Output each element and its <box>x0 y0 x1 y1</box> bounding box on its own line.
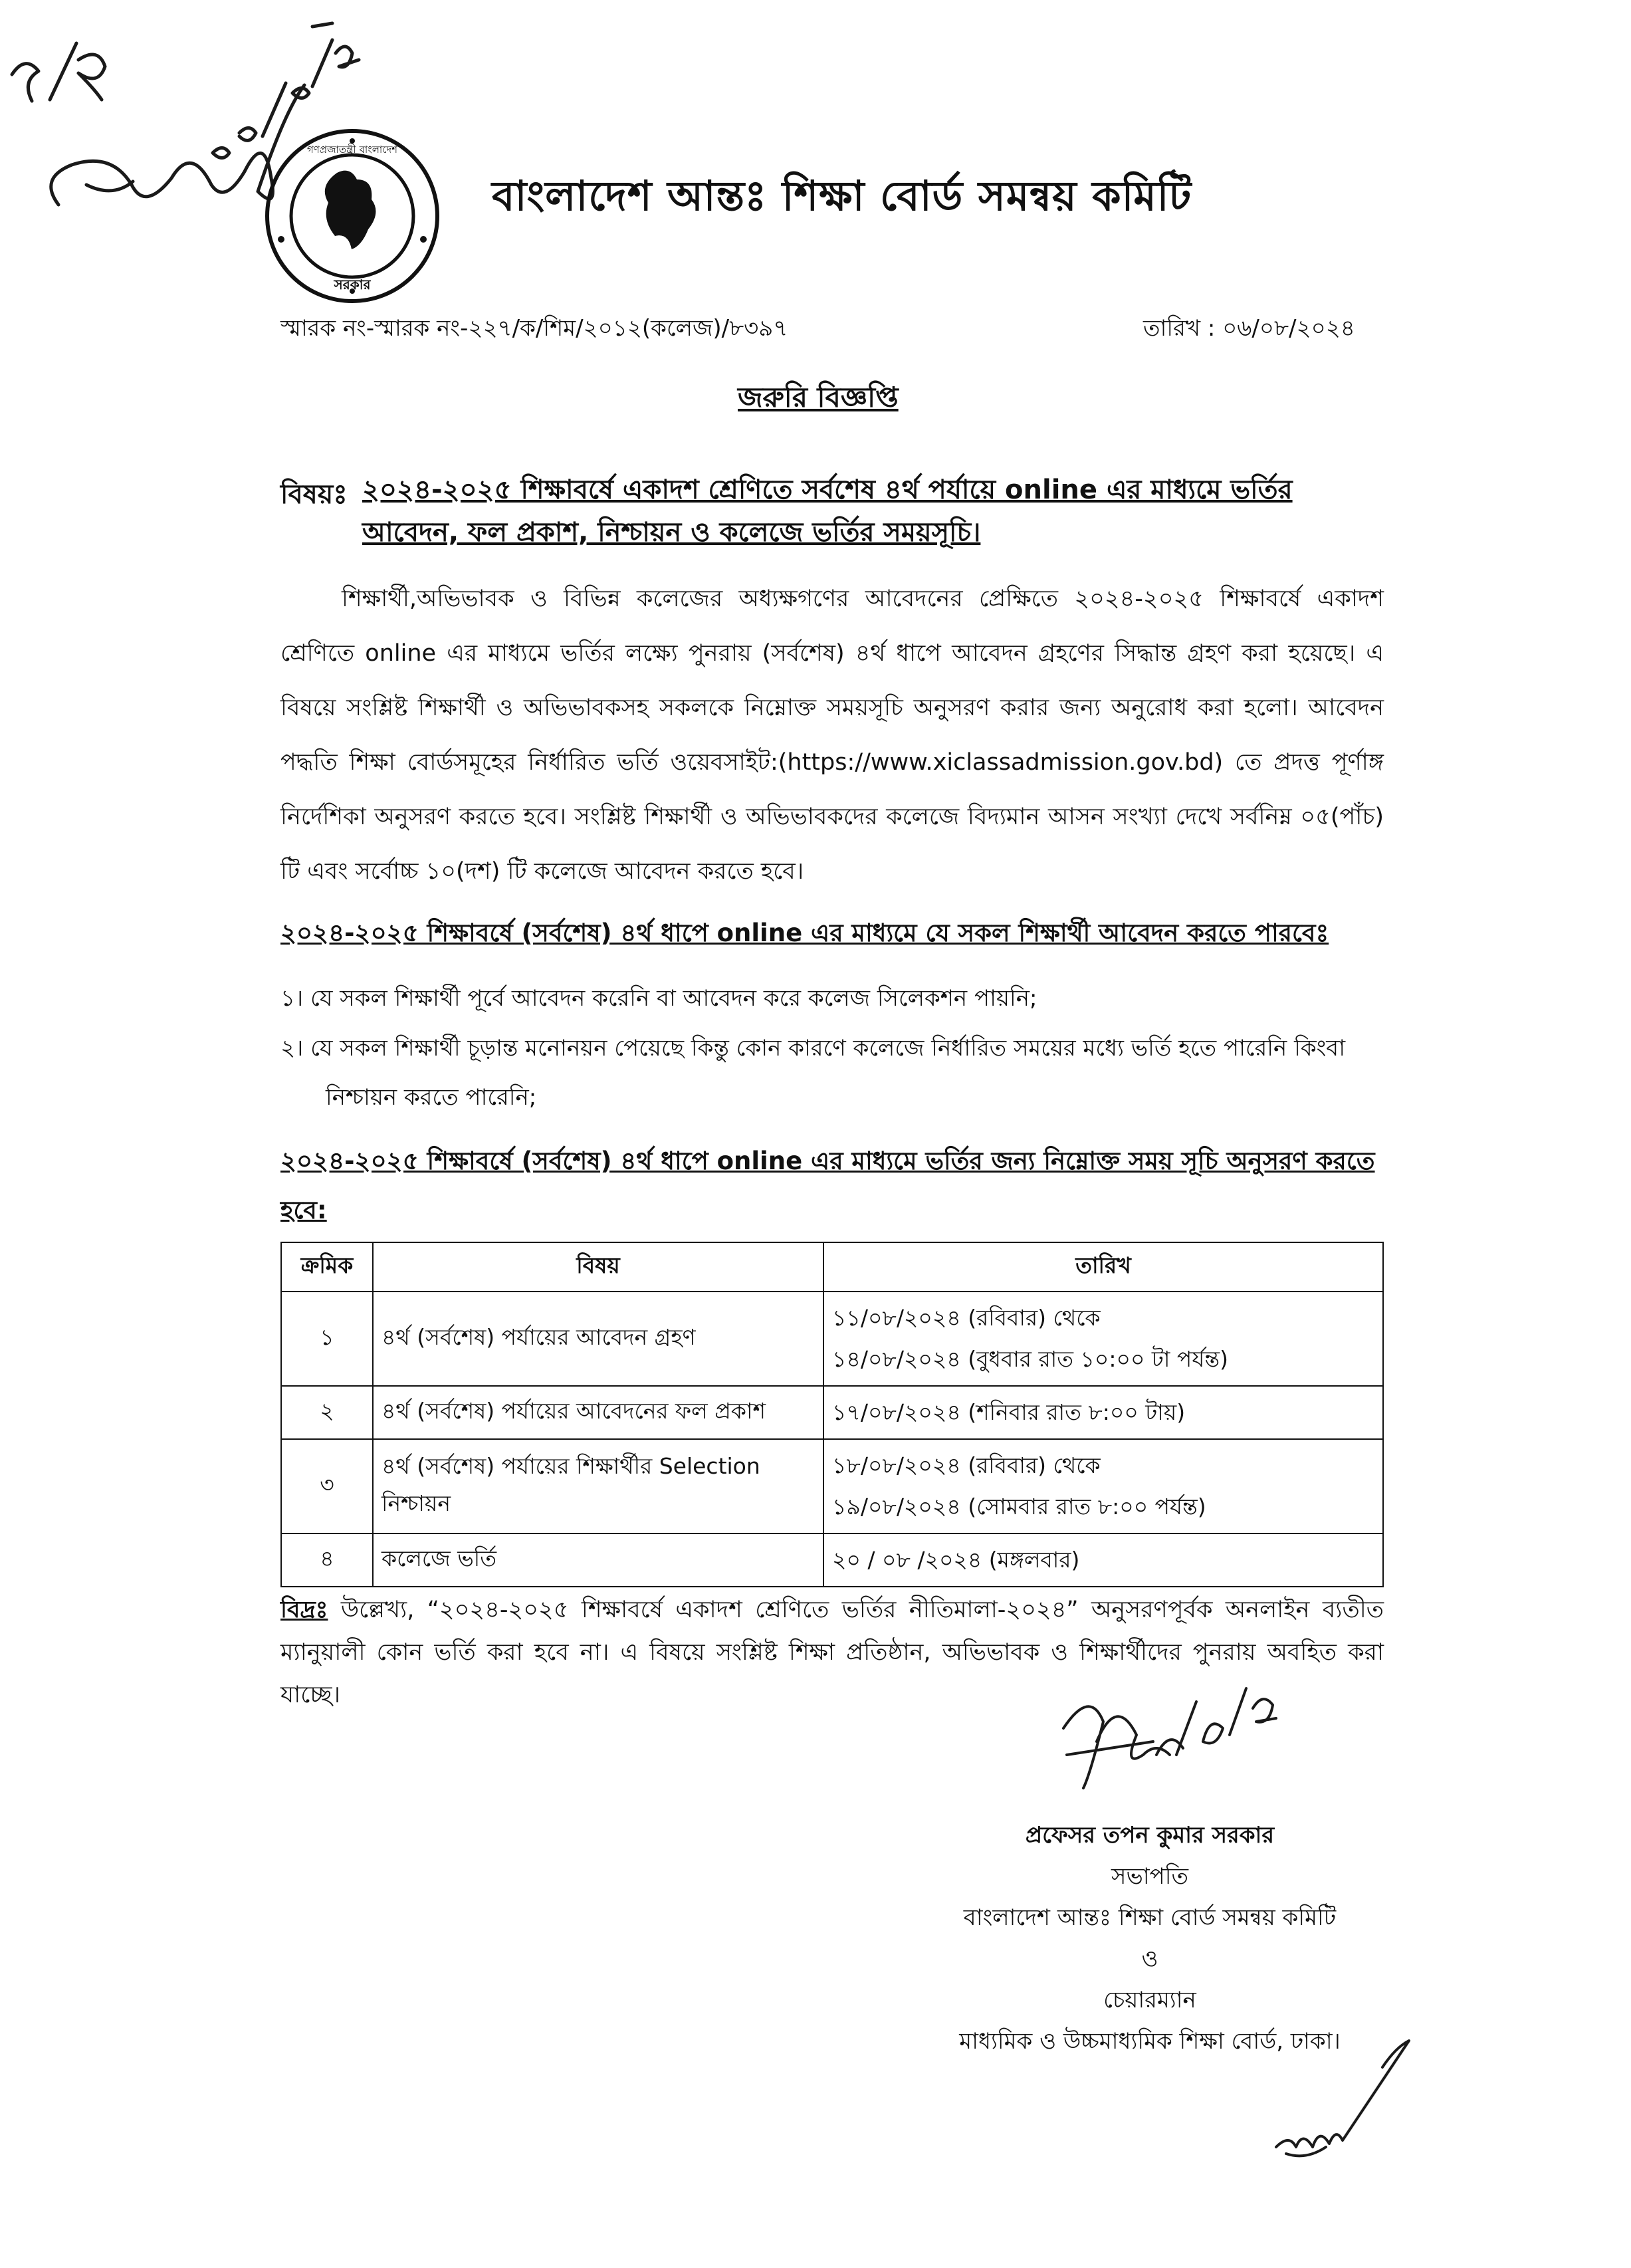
subject-text: ২০২৪-২০২৫ শিক্ষাবর্ষে একাদশ শ্রেণিতে সর্বশেষ ৪র্থ পর্যায়ে online এর মাধ্যমে ভর্তির আবেদন, ফল প্রকাশ, নিশ্চায়ন ও কলেজে ভর্তির সময়সূচি। <box>362 475 1293 548</box>
eligibility-heading: ২০২৪-২০২৫ শিক্ষাবর্ষে (সর্বশেষ) ৪র্থ ধাপে online এর মাধ্যমে যে সকল শিক্ষার্থী আবেদন করতে পারবেঃ <box>280 919 1329 947</box>
cell-subject: ৪র্থ (সর্বশেষ) পর্যায়ের শিক্ষার্থীর Selection নিশ্চায়ন <box>373 1439 823 1533</box>
column-header-date: তারিখ <box>823 1242 1383 1292</box>
table-row <box>281 1533 1383 1587</box>
cell-serial: ১ <box>281 1292 373 1386</box>
cell-serial: ২ <box>281 1386 373 1439</box>
signatory-committee: বাংলাদেশ আন্তঃ শিক্ষা বোর্ড সমন্বয় কমিটি <box>963 1904 1337 1931</box>
table-row <box>281 1439 1383 1533</box>
cell-date-line: ২০ / ০৮ /২০২৪ (মঙ্গলবার) <box>832 1547 1080 1573</box>
table-row <box>281 1292 1383 1386</box>
seal-text-bottom: সরকার <box>334 277 371 292</box>
body-paragraph: শিক্ষার্থী,অভিভাবক ও বিভিন্ন কলেজের অধ্যক্ষগণের আবেদনের প্রেক্ষিতে ২০২৪-২০২৫ শিক্ষাবর্ষে একাদশ শ্রেণিতে online এর মাধ্যমে ভর্তির লক্ষ্যে পুনরায় (সর্বশেষ) ৪র্থ ধাপে আবেদন গ্রহণের সিদ্ধান্ত গ্রহণ করা হয়েছে। এ বিষয়ে সংশ্লিষ্ট শিক্ষার্থী ও অভিভাবকসহ সকলকে নিম্নোক্ত সময়সূচি অনুসরণ করার জন্য অনুরোধ করা হলো। আবেদন পদ্ধতি শিক্ষা বোর্ডসমূহের নির্ধারিত ভর্তি ওয়েবসাইট:(https://www.xiclassadmission.gov.bd) তে প্রদত্ত পূর্ণাঙ্গ নির্দেশিকা অনুসরণ করতে হবে। সংশ্লিষ্ট শিক্ষার্থী ও অভিভাবকদের কলেজে বিদ্যমান আসন সংখ্যা দেখে সর্বনিম্ন ০৫(পাঁচ) টি এবং সর্বোচ্চ ১০(দশ) টি কলেজে আবেদন করতে হবে। <box>280 586 1384 885</box>
memo-date: তারিখ : ০৬/০৮/২০২৪ <box>1143 315 1355 342</box>
schedule-header-row <box>281 1242 1383 1292</box>
table-row <box>281 1386 1383 1439</box>
signatory-name: প্রফেসর তপন কুমার সরকার <box>1025 1822 1275 1849</box>
note-label: বিদ্রঃ <box>280 1597 328 1623</box>
cell-date <box>823 1292 1383 1386</box>
signatory-role: চেয়ারম্যান <box>1103 1987 1196 2013</box>
cell-date-line: ১৯/০৮/২০২৪ (সোমবার রাত ৮:০০ পর্যন্ত) <box>832 1494 1206 1520</box>
note-text: উল্লেখ্য, “২০২৪-২০২৫ শিক্ষাবর্ষে একাদশ শ্রেণিতে ভর্তির নীতিমালা-২০২৪” অনুসরণপূর্বক অনলাইন ব্যতীত ম্যানুয়ালী কোন ভর্তি করা হবে না। এ বিষয়ে সংশ্লিষ্ট শিক্ষা প্রতিষ্ঠান, অভিভাবক ও শিক্ষার্থীদের পুনরায় অবহিত করা যাচ্ছে। <box>280 1597 1384 1708</box>
note-paragraph <box>280 1589 1384 1716</box>
notice-title: জরুরি বিজ্ঞপ্তি <box>738 381 899 413</box>
seal-text-top: গণপ্রজাতন্ত্রী বাংলাদেশ <box>306 144 398 156</box>
column-header-serial: ক্রমিক <box>281 1242 373 1292</box>
cell-date-line: ১৪/০৮/২০২৪ (বুধবার রাত ১০:০০ টা পর্যন্ত) <box>832 1346 1228 1372</box>
cell-subject: ৪র্থ (সর্বশেষ) পর্যায়ের আবেদনের ফল প্রকাশ <box>373 1386 823 1439</box>
signatory-board: মাধ্যমিক ও উচ্চমাধ্যমিক শিক্ষা বোর্ড, ঢাকা। <box>959 2028 1341 2055</box>
cell-serial: ৩ <box>281 1439 373 1533</box>
schedule-heading: ২০২৪-২০২৫ শিক্ষাবর্ষে (সর্বশেষ) ৪র্থ ধাপে online এর মাধ্যমে ভর্তির জন্য নিম্নোক্ত সময় সূচি অনুসরণ করতে হবে: <box>280 1147 1375 1224</box>
cell-date-line: ১১/০৮/২০২৪ (রবিবার) থেকে <box>832 1305 1101 1331</box>
subject-label: বিষয়ঃ <box>280 479 348 510</box>
organization-title: বাংলাদেশ আন্তঃ শিক্ষা বোর্ড সমন্বয় কমিটি <box>492 171 1192 220</box>
signatory-designation: সভাপতি <box>1111 1863 1188 1890</box>
cell-subject: কলেজে ভর্তি <box>373 1533 823 1587</box>
column-header-subject: বিষয় <box>373 1242 823 1292</box>
eligibility-item-2: ২। যে সকল শিক্ষার্থী চূড়ান্ত মনোনয়ন পেয়েছে কিন্তু কোন কারণে কলেজে নির্ধারিত সময়ের মধ্যে ভর্তি হতে পারেনি কিংবা নিশ্চায়ন করতে পারেনি; <box>280 1035 1346 1111</box>
cell-serial: ৪ <box>281 1533 373 1587</box>
memo-reference: স্মারক নং-স্মারক নং-২২৭/ক/শিম/২০১২(কলেজ)/৮৩৯৭ <box>280 315 788 342</box>
cell-date <box>823 1439 1383 1533</box>
eligibility-item-1: ১। যে সকল শিক্ষার্থী পূর্বে আবেদন করেনি বা আবেদন করে কলেজ সিলেকশন পায়নি; <box>280 985 1037 1012</box>
cell-date-line: ১৭/০৮/২০২৪ (শনিবার রাত ৮:০০ টায়) <box>832 1399 1186 1425</box>
schedule-table <box>280 1242 1384 1587</box>
signature-block <box>798 1815 1502 2062</box>
government-seal-icon <box>263 126 442 306</box>
cell-date-line: ১৮/০৮/২০২৪ (রবিবার) থেকে <box>832 1452 1101 1478</box>
cell-date <box>823 1386 1383 1439</box>
cell-date <box>823 1533 1383 1587</box>
signatory-conjunction: ও <box>1141 1946 1158 1972</box>
cell-subject: ৪র্থ (সর্বশেষ) পর্যায়ের আবেদন গ্রহণ <box>373 1292 823 1386</box>
